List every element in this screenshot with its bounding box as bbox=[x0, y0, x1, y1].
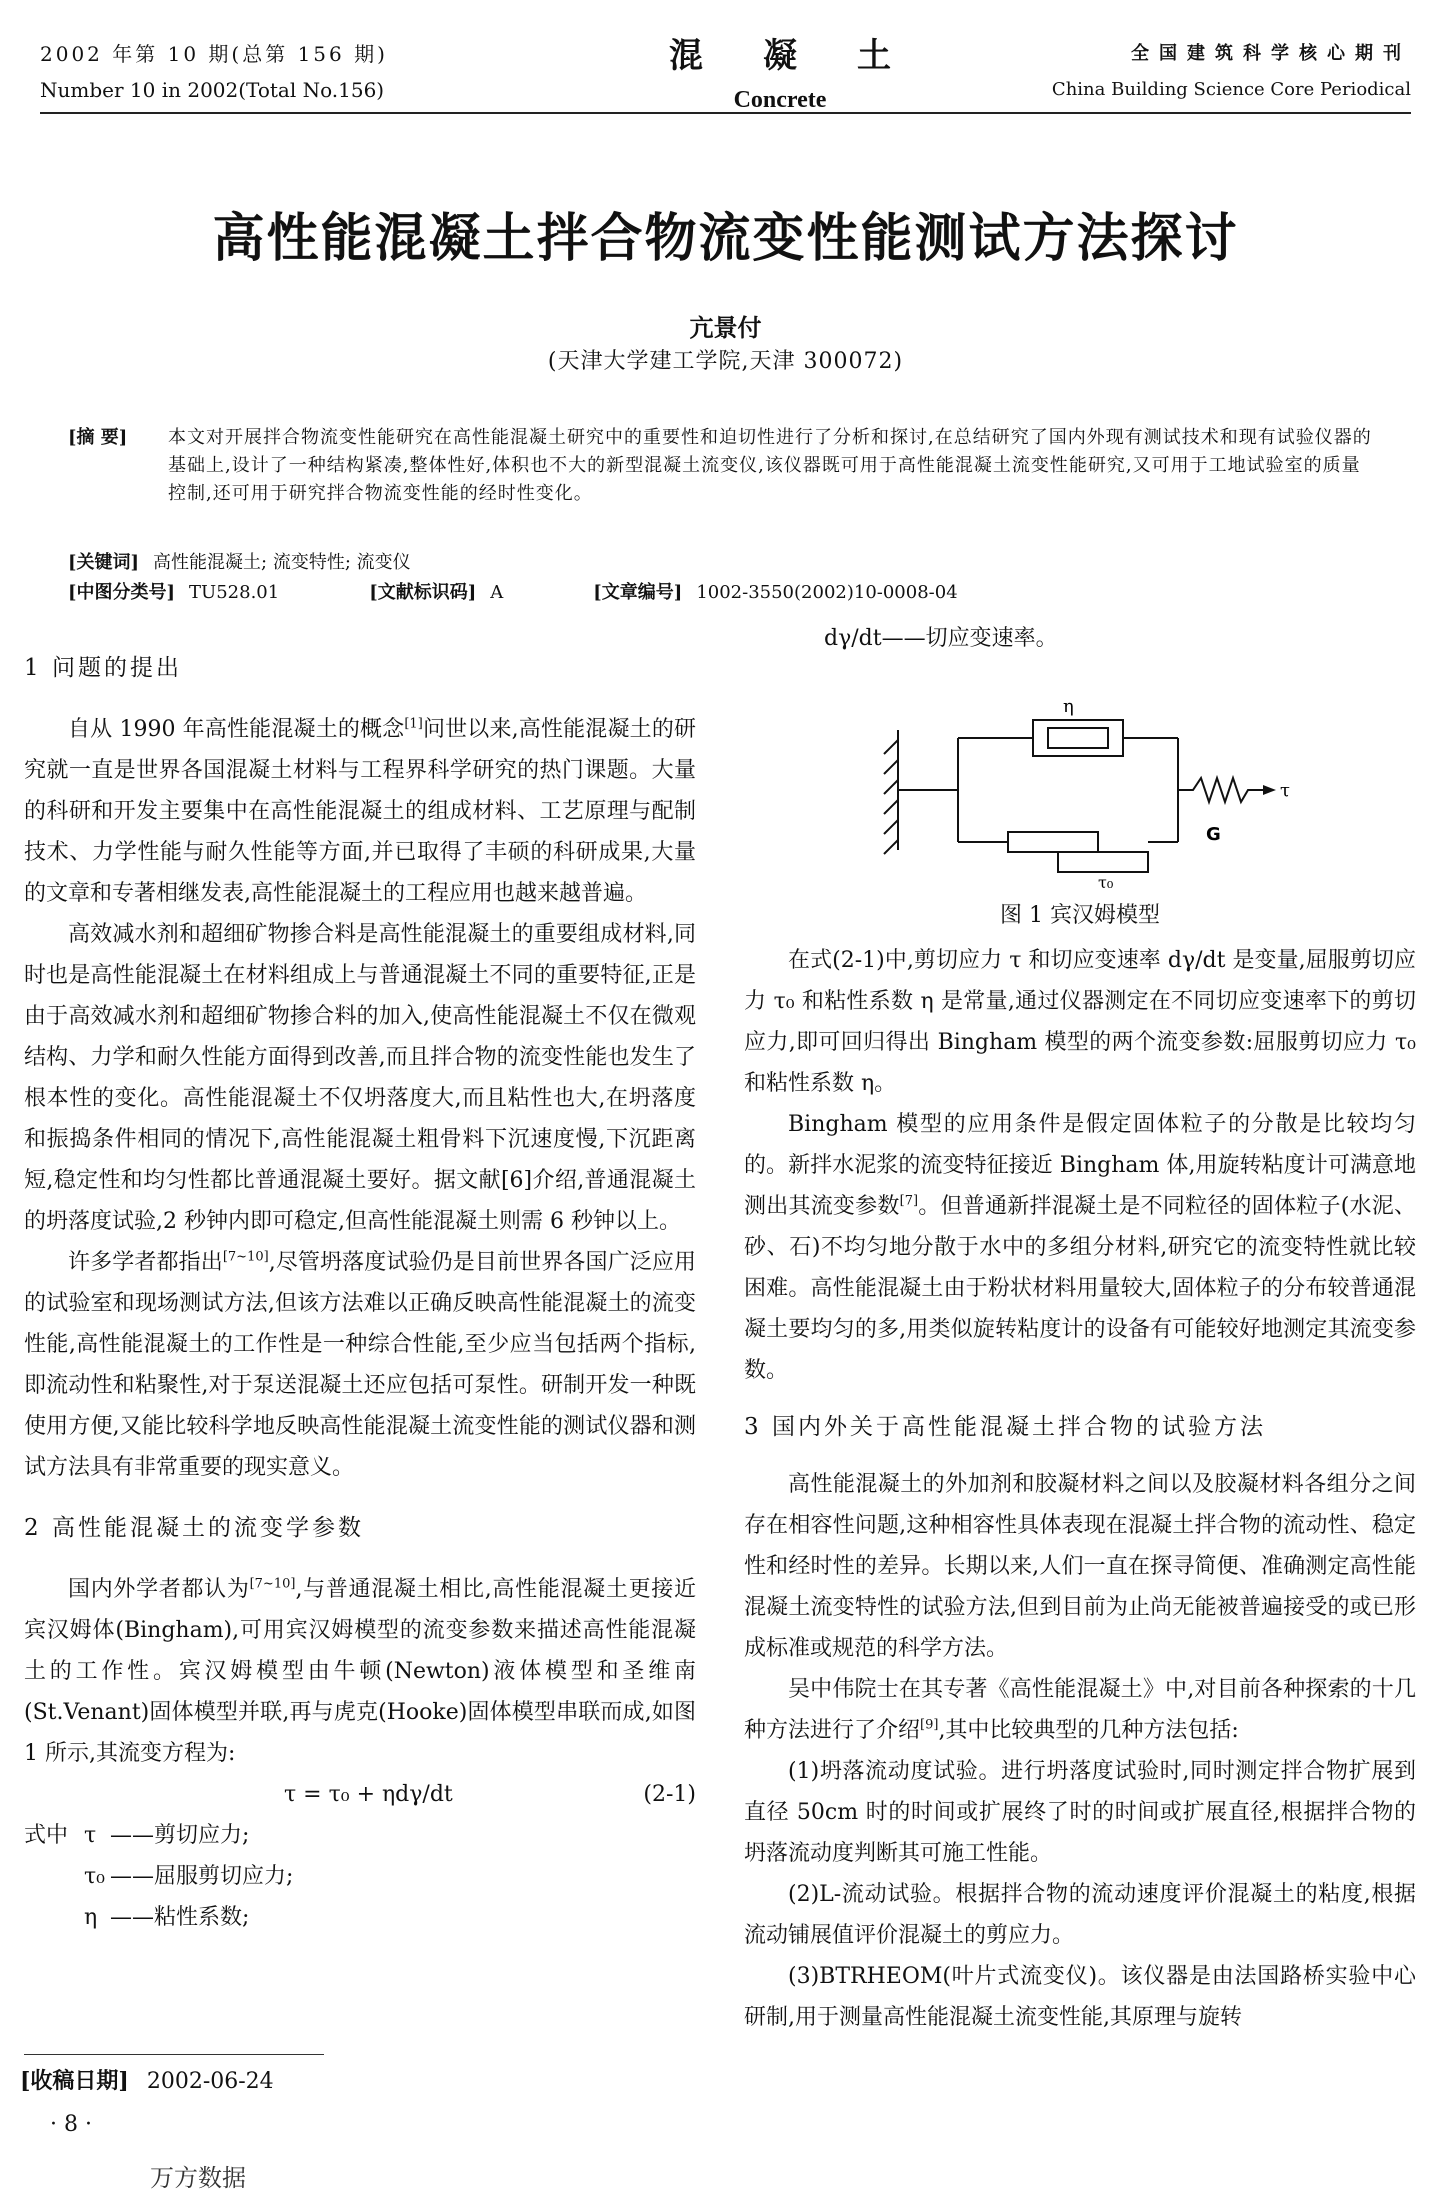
abstract-block bbox=[68, 424, 1378, 508]
received-value: 2002-06-24 bbox=[146, 2069, 274, 2094]
header-divider bbox=[40, 112, 1411, 114]
section-1-heading: 1 问题的提出 bbox=[24, 655, 182, 681]
right-column-body bbox=[744, 940, 1416, 2038]
article-number-label: [文章编号] bbox=[593, 582, 683, 603]
watermark: 万方数据 bbox=[150, 2164, 246, 2192]
figure-caption: 图 1 宾汉姆模型 bbox=[1000, 903, 1160, 928]
equation-formula: τ = τ₀ + ηdγ/dt bbox=[284, 1782, 453, 1807]
footnote-divider bbox=[24, 2054, 324, 2055]
issue-en: Number 10 in 2002(Total No.156) bbox=[40, 78, 385, 102]
definition-symbol: τ₀ bbox=[84, 1864, 105, 1889]
journal-name-en: Concrete bbox=[733, 87, 827, 113]
paragraph: 国内外学者都认为[7~10],与普通混凝土相比,高性能混凝土更接近宾汉姆体(Bingham),可用宾汉姆模型的流变参数来描述高性能混凝土的工作性。宾汉姆模型由牛顿(Newton)液体模型和圣维南(St.Venant)固体模型并联,再与虎克(Hooke)固体模型串联而成,如图 1 所示,其流变方程为: bbox=[24, 1576, 696, 1766]
doc-code: A bbox=[490, 582, 504, 603]
citation: [9] bbox=[920, 1717, 939, 1733]
abstract-text: 本文对开展拌合物流变性能研究在高性能混凝土研究中的重要性和迫切性进行了分析和探讨,在总结研究了国内外现有测试技术和现有试验仪器的基础上,设计了一种结构紧凑,整体性好,体积也不大的新型混凝土流变仪,该仪器既可用于高性能混凝土流变性能研究,又可用于工地试验室的质量控制,还可用于研究拌合物流变性能的经时性变化。 bbox=[168, 427, 1372, 504]
spring bbox=[1178, 778, 1263, 802]
definition-row bbox=[24, 1856, 696, 1897]
page-number: · 8 · bbox=[50, 2112, 92, 2137]
equation-number: (2-1) bbox=[643, 1782, 696, 1807]
article-title: 高性能混凝土拌合物流变性能测试方法探讨 bbox=[212, 209, 1239, 269]
definition-text: ——屈服剪切应力; bbox=[110, 1864, 294, 1889]
label-tau: τ bbox=[1280, 780, 1290, 801]
running-header-center bbox=[560, 28, 1000, 114]
label-tau0: τ₀ bbox=[1098, 873, 1114, 892]
definition-row: dγ/dt——切应变速率。 bbox=[824, 626, 1058, 651]
received-label: [收稿日期] bbox=[20, 2068, 129, 2094]
dashpot bbox=[1033, 720, 1123, 756]
category-en: China Building Science Core Periodical bbox=[1051, 79, 1411, 100]
paragraph: (1)坍落流动度试验。进行坍落度试验时,同时测定拌合物扩展到直径 50cm 时的时间或扩展终了时的时间或扩展直径,根据拌合物的坍落流动度判断其可施工性能。 bbox=[744, 1759, 1416, 1866]
article-number: 1002-3550(2002)10-0008-04 bbox=[696, 582, 958, 603]
running-header-left bbox=[40, 36, 388, 108]
paragraph: Bingham 模型的应用条件是假定固体粒子的分散是比较均匀的。新拌水泥浆的流变特征接近 Bingham 体,用旋转粘度计可满意地测出其流变参数[7]。但普通新拌混凝土是不同粒径的固体粒子(水泥、砂、石)不均匀地分散于水中的多组分材料,研究它的流变特性就比较困难。高性能混凝土由于粉状材料用量较大,固体粒子的分布较普通混凝土要均匀的多,用类似旋转粘度计的设备有可能较好地测定其流变参数。 bbox=[744, 1112, 1416, 1383]
issue-cn: 2002 年第 10 期(总第 156 期) bbox=[40, 42, 388, 66]
definition-symbol: η bbox=[84, 1905, 98, 1930]
label-G: G bbox=[1206, 824, 1221, 845]
left-column bbox=[24, 648, 696, 1938]
friction-block bbox=[1008, 832, 1098, 852]
author-affiliation: (天津大学建工学院,天津 300072) bbox=[547, 349, 904, 374]
journal-name-cn: 混凝土 bbox=[669, 36, 951, 76]
citation: [7~10] bbox=[249, 1576, 296, 1592]
clc-label: [中图分类号] bbox=[68, 582, 176, 603]
doc-code-label: [文献标识码] bbox=[369, 582, 477, 603]
paragraph: 高性能混凝土的外加剂和胶凝材料之间以及胶凝材料各组分之间存在相容性问题,这种相容性具体表现在混凝土拌合物的流动性、稳定性和经时性的差异。长期以来,人们一直在探寻简便、准确测定高性能混凝土流变特性的试验方法,但到目前为止尚无能被普遍接受的或已形成标准或规范的科学方法。 bbox=[744, 1472, 1416, 1661]
citation: [1] bbox=[404, 716, 423, 732]
equation-2-1 bbox=[24, 1774, 696, 1815]
article-metadata bbox=[68, 548, 1378, 608]
definition-row bbox=[24, 1897, 696, 1938]
citation: [7~10] bbox=[222, 1249, 269, 1265]
citation: [7] bbox=[899, 1193, 919, 1209]
abstract-label: [摘 要] bbox=[68, 427, 128, 448]
bingham-model-figure bbox=[888, 690, 1288, 890]
section-2-heading: 2 高性能混凝土的流变学参数 bbox=[24, 1515, 364, 1541]
definition-symbol: τ bbox=[84, 1823, 97, 1848]
arrow-head bbox=[1263, 785, 1276, 795]
running-header-right bbox=[1052, 36, 1411, 108]
keywords-label: [关键词] bbox=[68, 552, 140, 573]
paragraph: 在式(2-1)中,剪切应力 τ 和切应变速率 dγ/dt 是变量,屈服剪切应力 τ₀ 和粘性系数 η 是常量,通过仪器测定在不同切应变速率下的剪切应力,即可回归得出 Bingham 模型的两个流变参数:屈服剪切应力 τ₀ 和粘性系数 η。 bbox=[744, 948, 1416, 1096]
paragraph: 许多学者都指出[7~10],尽管坍落度试验仍是目前世界各国广泛应用的试验室和现场测试方法,但该方法难以正确反映高性能混凝土的流变性能,高性能混凝土的工作性是一种综合性能,至少应当包括两个指标,即流动性和粘聚性,对于泵送混凝土还应包括可泵性。研制开发一种既使用方便,又能比较科学地反映高性能混凝土流变性能的测试仪器和测试方法具有非常重要的现实意义。 bbox=[24, 1249, 696, 1480]
definition-text: ——粘性系数; bbox=[110, 1905, 250, 1930]
paragraph: 吴中伟院士在其专著《高性能混凝土》中,对目前各种探索的十几种方法进行了介绍[9],其中比较典型的几种方法包括: bbox=[744, 1677, 1416, 1743]
clc-number: TU528.01 bbox=[189, 582, 280, 603]
paragraph: (3)BTRHEOM(叶片式流变仪)。该仪器是由法国路桥实验中心研制,用于测量高性能混凝土流变性能,其原理与旋转 bbox=[744, 1964, 1416, 2030]
definition-text: ——剪切应力; bbox=[110, 1823, 250, 1848]
keywords: 高性能混凝土; 流变特性; 流变仪 bbox=[153, 552, 411, 573]
label-eta: η bbox=[1063, 696, 1074, 717]
paragraph: 自从 1990 年高性能混凝土的概念[1]问世以来,高性能混凝土的研究就一直是世界各国混凝土材料与工程界科学研究的热门课题。大量的科研和开发主要集中在高性能混凝土的组成材料、工艺原理与配制技术、力学性能与耐久性能等方面,并已取得了丰硕的科研成果,大量的文章和专著相继发表,高性能混凝土的工程应用也越来越普遍。 bbox=[24, 716, 696, 906]
section-3-heading: 3 国内外关于高性能混凝土拌合物的试验方法 bbox=[744, 1414, 1266, 1440]
received-date bbox=[20, 2064, 274, 2095]
category-cn: 全国建筑科学核心期刊 bbox=[1131, 43, 1411, 64]
right-column bbox=[744, 618, 1416, 659]
where-label: 式中 bbox=[24, 1823, 69, 1848]
author-name: 亢景付 bbox=[689, 313, 762, 342]
paragraph: (2)L-流动试验。根据拌合物的流动速度评价混凝土的粘度,根据流动铺展值评价混凝土的剪应力。 bbox=[744, 1882, 1416, 1948]
paragraph: 高效减水剂和超细矿物掺合料是高性能混凝土的重要组成材料,同时也是高性能混凝土在材料组成上与普通混凝土不同的重要特征,正是由于高效减水剂和超细矿物掺合料的加入,使高性能混凝土不仅在微观结构、力学和耐久性能方面得到改善,而且拌合物的流变性能也发生了根本性的变化。高性能混凝土不仅坍落度大,而且粘性也大,在坍落度和振捣条件相同的情况下,高性能混凝土粗骨料下沉速度慢,下沉距离短,稳定性和均匀性都比普通混凝土要好。据文献[6]介绍,普通混凝土的坍落度试验,2 秒钟内即可稳定,但高性能混凝土则需 6 秒钟以上。 bbox=[24, 922, 696, 1234]
dashpot-piston bbox=[1048, 728, 1108, 748]
definition-row bbox=[24, 1815, 696, 1856]
friction-block bbox=[1058, 852, 1148, 872]
wall-hatching bbox=[884, 740, 898, 854]
